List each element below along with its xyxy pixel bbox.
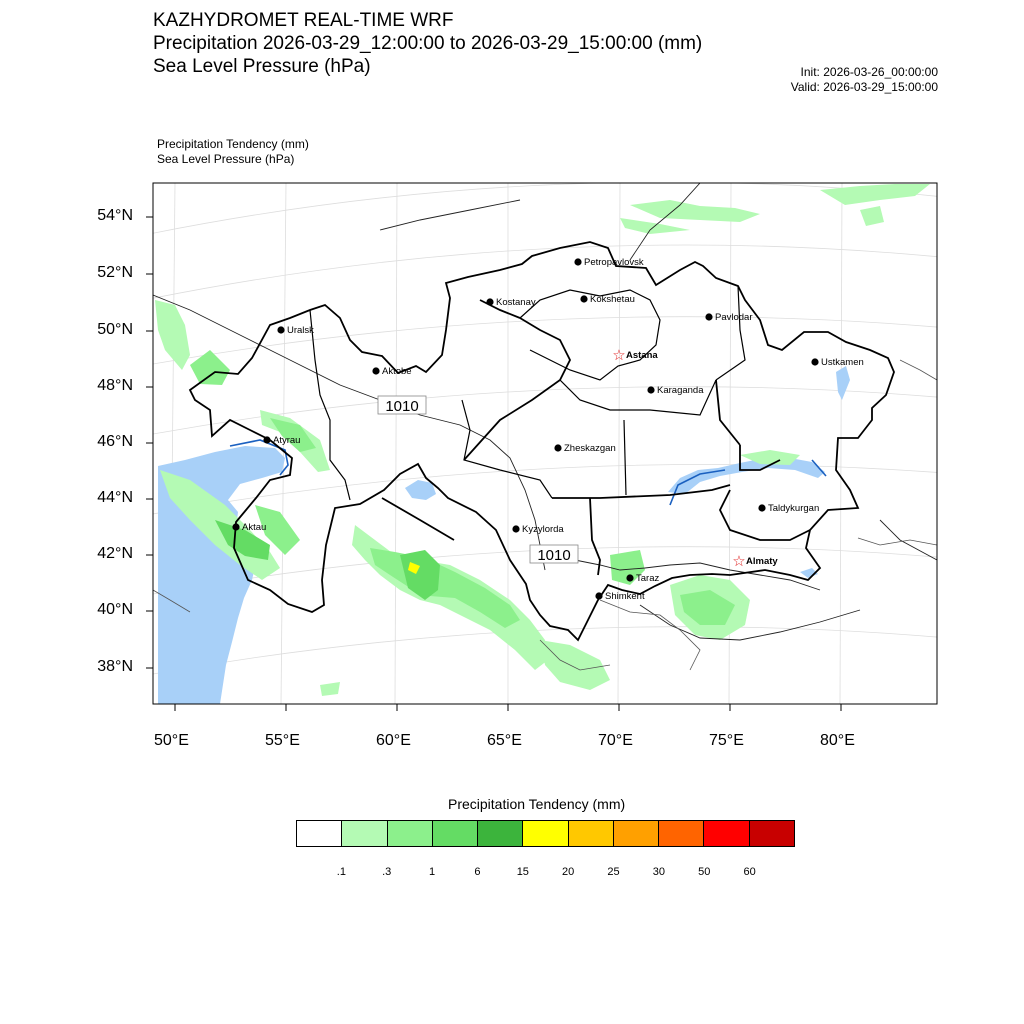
colorbar-label: .1 bbox=[336, 866, 346, 878]
subtitle-precip: Precipitation Tendency (mm) bbox=[157, 137, 309, 151]
city-label: Taldykurgan bbox=[768, 503, 820, 514]
colorbar-box bbox=[297, 821, 341, 846]
title-line-1: KAZHYDROMET REAL-TIME WRF bbox=[153, 10, 454, 31]
title-line-3: Sea Level Pressure (hPa) bbox=[153, 56, 371, 77]
colorbar-box bbox=[568, 821, 613, 846]
lon-label: 65°E bbox=[487, 732, 522, 749]
city-marker bbox=[277, 326, 284, 333]
colorbar-box bbox=[522, 821, 567, 846]
lat-label: 52°N bbox=[97, 264, 133, 281]
colorbar-label: 15 bbox=[516, 866, 529, 878]
city-label: Aktobe bbox=[382, 366, 412, 377]
city-marker bbox=[554, 444, 561, 451]
city-label: Pavlodar bbox=[715, 312, 753, 323]
city-marker bbox=[626, 574, 633, 581]
lat-label: 50°N bbox=[97, 321, 133, 338]
city-label: Atyrau bbox=[273, 435, 301, 446]
balkhash-lake bbox=[668, 458, 825, 494]
colorbar-box bbox=[749, 821, 794, 846]
city-marker bbox=[574, 258, 581, 265]
colorbar-box bbox=[658, 821, 703, 846]
lon-label: 50°E bbox=[154, 732, 189, 749]
city-label: Ustkamen bbox=[821, 357, 864, 368]
city-label: Karaganda bbox=[657, 385, 704, 396]
city-label: Astana bbox=[626, 350, 658, 361]
city-label: Aktau bbox=[242, 522, 267, 533]
city-label: Zheskazgan bbox=[564, 443, 616, 454]
city-label: Shimkent bbox=[605, 591, 645, 602]
colorbar bbox=[296, 820, 795, 847]
city-marker bbox=[512, 525, 519, 532]
city-marker bbox=[811, 358, 818, 365]
lat-label: 44°N bbox=[97, 489, 133, 506]
colorbar-label: 1 bbox=[429, 866, 436, 878]
city-marker bbox=[705, 313, 712, 320]
subtitle-slp: Sea Level Pressure (hPa) bbox=[157, 152, 295, 166]
city-star-icon: ☆ bbox=[612, 347, 626, 364]
city-label: Kokshetau bbox=[590, 294, 635, 305]
city-label: Taraz bbox=[636, 573, 660, 584]
lat-label: 46°N bbox=[97, 433, 133, 450]
zaysan-lake bbox=[836, 366, 850, 400]
colorbar-labels bbox=[296, 866, 795, 882]
valid-time: Valid: 2026-03-29_15:00:00 bbox=[790, 80, 938, 94]
lon-label: 70°E bbox=[598, 732, 633, 749]
colorbar-box bbox=[387, 821, 432, 846]
colorbar-box bbox=[432, 821, 477, 846]
lon-label: 80°E bbox=[820, 732, 855, 749]
colorbar-label: 20 bbox=[562, 866, 575, 878]
svg-text:1010: 1010 bbox=[537, 547, 571, 564]
city-label: Petropavlovsk bbox=[584, 257, 644, 268]
lat-label: 40°N bbox=[97, 601, 133, 618]
colorbar-title: Precipitation Tendency (mm) bbox=[448, 796, 626, 812]
colorbar-box bbox=[477, 821, 522, 846]
city-marker bbox=[372, 367, 379, 374]
city-label: Uralsk bbox=[287, 325, 314, 336]
colorbar-label: 6 bbox=[474, 866, 481, 878]
lat-label: 38°N bbox=[97, 658, 133, 675]
contour-label-1 bbox=[378, 396, 426, 415]
colorbar-label: .3 bbox=[382, 866, 392, 878]
lon-label: 55°E bbox=[265, 732, 300, 749]
city-marker bbox=[232, 523, 239, 530]
city-marker bbox=[758, 504, 765, 511]
city-star-icon: ☆ bbox=[732, 553, 746, 570]
city-marker bbox=[263, 436, 270, 443]
city-marker bbox=[486, 298, 493, 305]
colorbar-label: 50 bbox=[698, 866, 711, 878]
contour-label-2 bbox=[530, 545, 578, 564]
title-line-2: Precipitation 2026-03-29_12:00:00 to 2026-03-29_15:00:00 (mm) bbox=[153, 33, 703, 54]
colorbar-label: 25 bbox=[607, 866, 620, 878]
init-time: Init: 2026-03-26_00:00:00 bbox=[800, 65, 938, 79]
city-marker bbox=[595, 592, 602, 599]
city-label: Almaty bbox=[746, 556, 778, 567]
lat-label: 54°N bbox=[97, 207, 133, 224]
city-marker bbox=[580, 295, 587, 302]
lon-label: 75°E bbox=[709, 732, 744, 749]
colorbar-label: 60 bbox=[743, 866, 756, 878]
lat-label: 48°N bbox=[97, 377, 133, 394]
colorbar-label: 30 bbox=[652, 866, 666, 878]
city-marker bbox=[647, 386, 654, 393]
city-label: Kyzylorda bbox=[522, 524, 564, 535]
lon-label: 60°E bbox=[376, 732, 411, 749]
colorbar-box bbox=[341, 821, 386, 846]
colorbar-box bbox=[703, 821, 748, 846]
colorbar-box bbox=[613, 821, 658, 846]
city-label: Kostanay bbox=[496, 297, 536, 308]
lat-label: 42°N bbox=[97, 545, 133, 562]
svg-text:1010: 1010 bbox=[385, 398, 419, 415]
